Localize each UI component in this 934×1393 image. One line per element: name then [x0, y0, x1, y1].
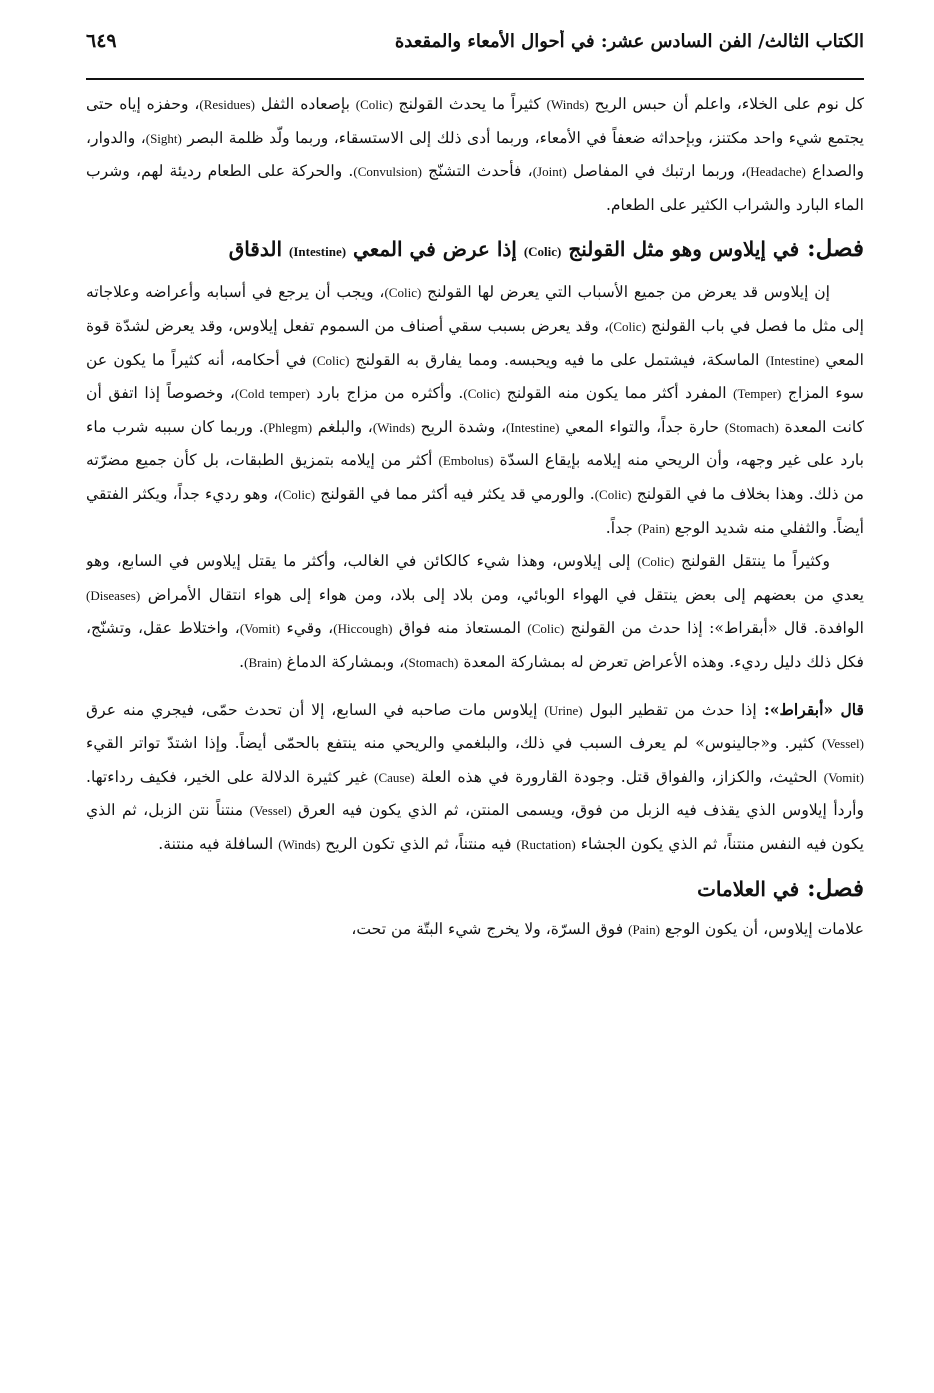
- text-run: الماسكة، فيشتمل على ما فيه ويحبسه. ومما يفارق به القولنج: [349, 350, 766, 369]
- latin-term: (Vessel): [249, 803, 292, 819]
- section-heading-signs: [86, 871, 864, 907]
- text-run: منتناً نتن الزبل، ثم الذي يكون فيه النفس منتناً، ثم الذي يكون الجشاء: [86, 801, 864, 853]
- latin-term: (Winds): [278, 836, 321, 852]
- text-run: إن إيلاوس قد يعرض من جميع الأسباب التي يعرض لها القولنج: [421, 283, 830, 302]
- latin-term: (Vomit): [823, 769, 864, 785]
- quote-lead: قال «أبقراط»:: [756, 699, 864, 719]
- text-run: . والورمي قد يكثر فيه أكثر مما في القولنج: [315, 484, 595, 503]
- latin-term: (Winds): [372, 419, 415, 435]
- latin-term: (Pain): [628, 922, 660, 938]
- section-heading-ileus: [86, 231, 864, 270]
- latin-term: (Hiccough): [333, 621, 393, 637]
- latin-term: (Diseases): [86, 587, 141, 603]
- text-run: إيلاوس مات صاحبه في السابع، إلا أن تحدث حمّى، فيجري منه عرق: [86, 700, 545, 719]
- text-run: السافلة فيه منتنة.: [158, 834, 279, 853]
- text-run: حارة جداً، والتواء المعي: [559, 417, 725, 436]
- text-run: الحثيث، والكزاز، والفواق قتل. وجودة القارورة في هذه العلة: [414, 767, 824, 786]
- latin-term: (Colic): [312, 352, 350, 368]
- latin-term: (Sight): [145, 130, 182, 146]
- paragraph-gap: [86, 680, 864, 694]
- latin-term: (Colic): [609, 318, 646, 334]
- latin-term: (Intestine): [288, 244, 347, 260]
- text-run: .: [239, 652, 245, 671]
- paragraph-signs: [86, 913, 864, 947]
- latin-term: (Colic): [463, 386, 501, 402]
- text-run: ، وقد يعرض بسبب سقي أصناف من السموم تفعل إيلاوس، وقد يعرض لشدّة قوة المعي: [86, 316, 864, 369]
- text-run: في أحكامه، أنه كثيراً ما يكون عن سوء المزاج: [86, 350, 864, 403]
- text-run: ، والدوار، والصداع: [86, 128, 864, 181]
- latin-term: (Colic): [278, 486, 316, 502]
- latin-term: (Colic): [355, 97, 393, 112]
- paragraph-ileus-causes: [86, 276, 864, 545]
- section-label: فصل:: [799, 235, 864, 263]
- text-run: إذا عرض في المعي: [346, 237, 524, 262]
- text-run: غير كثيرة الدلالة على الخير، فكيف رداءتها. وأردأ إيلاوس الذي يقذف فيه الزبل من فوق، ويسمى المنتن، ثم الذي يكون فيه العرق: [86, 767, 864, 820]
- latin-term: (Colic): [637, 554, 675, 570]
- page-number: ٦٤٩: [86, 30, 117, 52]
- text-run: المستعاذ منه فواق: [392, 619, 528, 638]
- running-header: [86, 30, 864, 80]
- book-page: [86, 30, 864, 1370]
- text-run: علامات إيلاوس، أن يكون الوجع: [659, 920, 864, 939]
- latin-term: (Phlegm): [263, 419, 313, 435]
- latin-term: (Colic): [594, 486, 632, 502]
- latin-term: (Colic): [523, 244, 562, 260]
- latin-term: (Urine): [544, 702, 583, 718]
- text-run: . وأكثره من مزاج بارد: [309, 384, 464, 403]
- latin-term: (Colic): [384, 285, 422, 301]
- text-run: ، وهو رديء جداً، ويكثر الفتقي أيضاً. والثفلي منه شديد الوجع: [86, 484, 864, 537]
- latin-term: (Pain): [637, 520, 670, 536]
- section-label: فصل:: [799, 875, 864, 903]
- text-run: فيه منتناً، ثم الذي تكون الريح: [320, 834, 517, 853]
- latin-term: (Vessel): [822, 736, 864, 752]
- text-run: الدقاق: [228, 237, 289, 262]
- latin-term: (Stomach): [404, 654, 459, 670]
- text-run: . وربما كان سببه شرب ماء بارد على غير وجهه، وأن الريحي منه إيلامه بإيقاع السدّة: [86, 417, 864, 470]
- latin-term: (Intestine): [506, 419, 560, 435]
- text-run: ، وخصوصاً إذا اتفق أن كانت المعدة: [86, 384, 864, 436]
- text-run: إلى إيلاوس، وهذا شيء كالكائن في الغالب، وأكثر ما يقتل إيلاوس في السابع، وهو يعدي من بعضهم إلى بعض ينتقل في الهواء الوبائي، ومن بلاد إلى بلاد، ومن هواء إلى هواء انتقال الأمراض: [86, 552, 864, 604]
- text-run: ، وحفزه إياه حتى يجتمع شيء واحد مكتنز، وبإحداثه ضعفاً في الأمعاء، وربما أدى ذلك إلى الاستسقاء، وربما ولّد ظلمة البصر: [86, 95, 864, 147]
- latin-term: (Headache): [745, 164, 806, 180]
- paragraph-winds: [86, 88, 864, 221]
- text-run: الوافدة. قال «أبقراط»: إذا حدث من القولنج: [564, 619, 864, 638]
- text-run: وكثيراً ما ينتقل القولنج: [674, 552, 830, 571]
- text-run: أكثر من إيلامه بتمزيق الطبقات، بل كأن جميع مضرّته من ذلك. وهذا بخلاف ما في القولنج: [86, 451, 864, 503]
- text-run: المفرد أكثر مما يكون منه القولنج: [500, 384, 734, 403]
- text-run: ، ويجب أن يرجع في أسبابه وأعراضه وعلاجاته إلى مثل ما فصل في باب القولنج: [86, 283, 864, 335]
- text-run: في إيلاوس وهو مثل القولنج: [561, 237, 800, 262]
- latin-term: (Vomit): [239, 621, 281, 637]
- latin-term: (Residues): [199, 97, 256, 112]
- page-body: [86, 88, 864, 947]
- latin-term: (Colic): [527, 621, 565, 637]
- latin-term: (Cold temper): [234, 386, 310, 402]
- latin-term: (Joint): [532, 164, 567, 180]
- text-run: ، فأحدث التشنّج: [422, 162, 533, 181]
- text-run: إذا حدث من تقطير البول: [582, 700, 757, 719]
- latin-term: (Stomach): [724, 419, 779, 435]
- running-title: الكتاب الثالث/ الفن السادس عشر: في أحوال الأمعاء والمقعدة: [394, 31, 864, 52]
- text-run: ، وربما ارتبك في المفاصل: [566, 162, 746, 181]
- latin-term: (Winds): [546, 97, 589, 112]
- latin-term: (Cause): [374, 769, 415, 785]
- paragraph-colic-transition: [86, 545, 864, 679]
- latin-term: (Brain): [244, 654, 282, 670]
- text-run: بإصعاده الثفل: [255, 95, 356, 113]
- text-run: كل نوم على الخلاء، واعلم أن حبس الريح: [588, 95, 864, 113]
- text-run: ، وقيء: [280, 619, 334, 638]
- text-run: كثير. و«جالينوس» لم يعرف السبب في ذلك، والبلغمي والريحي منه ينتفع بالحمّى أيضاً. وإذا اشتدّ تواتر القيء: [86, 734, 823, 753]
- text-run: ، وبمشاركة الدماغ: [281, 652, 405, 671]
- latin-term: (Intestine): [765, 352, 820, 368]
- text-run: ، وشدة الريح: [414, 417, 506, 436]
- text-run: فوق السرّة، ولا يخرج شيء البتّة من تحت،: [351, 920, 629, 939]
- text-run: في العلامات: [697, 877, 800, 902]
- latin-term: (Temper): [733, 386, 782, 402]
- latin-term: (Embolus): [438, 453, 494, 469]
- text-run: كثيراً ما يحدث القولنج: [392, 95, 547, 113]
- text-run: ، واختلاط عقل، وتشنّج، فكل ذلك دليل رديء. وهذه الأعراض تعرض له بمشاركة المعدة: [86, 619, 864, 671]
- text-run: ، والبلغم: [312, 417, 373, 436]
- text-run: جداً.: [605, 518, 638, 537]
- latin-term: (Ructation): [516, 836, 576, 852]
- latin-term: (Convulsion): [353, 164, 422, 180]
- paragraph-hippocrates: [86, 694, 864, 862]
- text-run: . والحركة على الطعام رديئة لهم، وشرب الماء البارد والشراب الكثير على الطعام.: [86, 162, 864, 214]
